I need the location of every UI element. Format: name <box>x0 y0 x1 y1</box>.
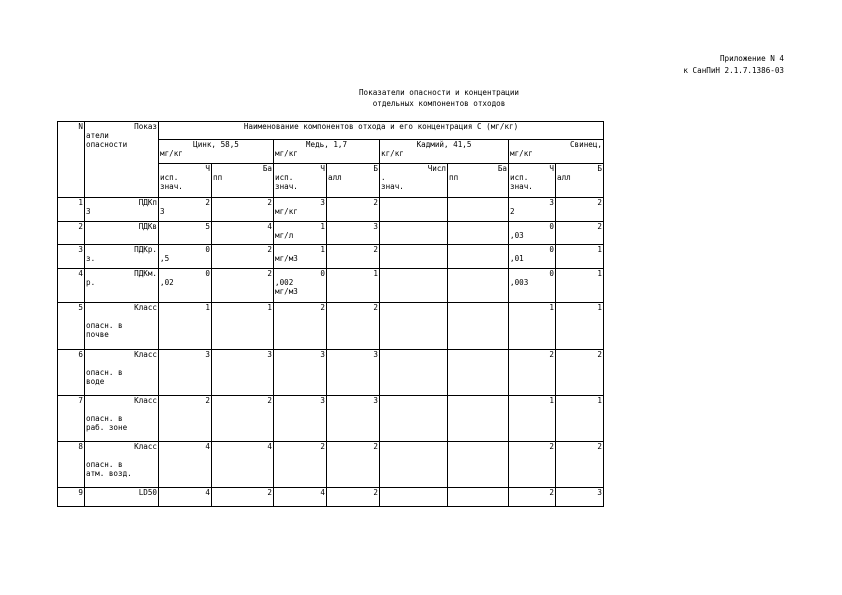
value-line: 1 <box>597 269 602 278</box>
value-line: 2 <box>267 245 272 254</box>
value-line: 0 <box>549 269 554 278</box>
indicator-line: атм. возд. <box>86 469 132 478</box>
header-indicator-c: опасности <box>86 140 128 149</box>
value-line: 1 <box>597 396 602 405</box>
indicator-line: Класс <box>134 350 157 359</box>
value-cell <box>380 303 448 350</box>
value-line: 0 <box>205 245 210 254</box>
component-name: Цинк, 58,5 <box>193 140 239 149</box>
value-line <box>381 222 446 231</box>
value-line: 1 <box>549 303 554 312</box>
value-line <box>381 488 446 497</box>
component-unit: мг/кг <box>510 149 533 158</box>
subheader-l1: пп <box>449 173 459 182</box>
value-line: 3 <box>267 350 272 359</box>
value-line: 0 <box>549 245 554 254</box>
subheader-l2: знач. <box>275 182 298 191</box>
value-line <box>449 245 507 254</box>
value-cell <box>159 269 212 303</box>
value-cell <box>556 198 604 222</box>
value-line: 2 <box>320 442 325 451</box>
value-line: 3 <box>320 350 325 359</box>
indicator-line <box>86 451 157 460</box>
value-cell <box>327 396 380 442</box>
value-line: 3 <box>373 396 378 405</box>
value-line: мг/м3 <box>275 287 298 296</box>
value-line: 5 <box>205 222 210 231</box>
value-cell <box>159 245 212 269</box>
value-line: 1 <box>597 303 602 312</box>
value-cell <box>274 222 327 245</box>
row-number: 7 <box>58 396 85 442</box>
value-cell <box>380 396 448 442</box>
value-cell <box>380 245 448 269</box>
value-line: 1 <box>549 396 554 405</box>
value-line: 2 <box>510 207 515 216</box>
component-name: Кадмий, 41,5 <box>416 140 472 149</box>
component-unit: мг/кг <box>275 149 298 158</box>
subheader-cell <box>212 164 274 198</box>
value-line <box>381 350 446 359</box>
value-cell <box>327 303 380 350</box>
value-cell <box>380 222 448 245</box>
subheader-top: Б <box>597 164 602 173</box>
value-line: 2 <box>549 488 554 497</box>
value-cell <box>212 488 274 507</box>
component-name: Медь, 1,7 <box>305 140 348 149</box>
value-line: 2 <box>320 303 325 312</box>
value-cell <box>212 222 274 245</box>
indicator-line: раб. зоне <box>86 423 128 432</box>
value-line: 1 <box>373 269 378 278</box>
value-cell <box>448 222 509 245</box>
value-cell <box>509 198 556 222</box>
value-line <box>381 303 446 312</box>
value-cell <box>380 350 448 396</box>
value-line <box>449 442 507 451</box>
table-row <box>58 303 604 350</box>
table-row <box>58 269 604 303</box>
value-cell <box>159 488 212 507</box>
value-cell <box>448 350 509 396</box>
value-line: 2 <box>205 396 210 405</box>
table-row <box>58 245 604 269</box>
value-line: 2 <box>373 303 378 312</box>
value-line: 0 <box>549 222 554 231</box>
subheader-l2 <box>213 182 272 191</box>
value-cell <box>380 442 448 488</box>
row-indicator <box>85 269 159 303</box>
subheader-top: Ба <box>262 164 272 173</box>
row-indicator <box>85 350 159 396</box>
value-cell <box>212 303 274 350</box>
indicator-line <box>86 359 157 368</box>
value-line: 1 <box>320 245 325 254</box>
value-line: 4 <box>320 488 325 497</box>
subheader-l1: исп. <box>510 173 529 182</box>
indicator-line: LD50 <box>138 488 157 497</box>
value-line: 3 <box>549 198 554 207</box>
indicator-line: опасн. в <box>86 414 123 423</box>
component-unit: мг/кг <box>160 149 183 158</box>
indicator-line: р. <box>86 278 96 287</box>
value-cell <box>448 245 509 269</box>
value-line: 2 <box>373 442 378 451</box>
value-line <box>381 198 446 207</box>
row-number: 6 <box>58 350 85 396</box>
subheader-cell <box>274 164 327 198</box>
value-line: 2 <box>267 396 272 405</box>
value-line <box>381 269 446 278</box>
value-line: 4 <box>205 488 210 497</box>
value-line: 1 <box>320 222 325 231</box>
value-line: мг/м3 <box>275 254 298 263</box>
table-row <box>58 442 604 488</box>
value-line: 2 <box>267 198 272 207</box>
component-cadmium <box>380 140 509 164</box>
component-unit: кг/кг <box>381 149 404 158</box>
value-cell <box>448 198 509 222</box>
indicator-line: воде <box>86 377 105 386</box>
value-cell <box>509 222 556 245</box>
value-line: 1 <box>597 245 602 254</box>
value-cell <box>274 488 327 507</box>
page-title-line2: отдельных компонентов отходов <box>372 99 506 108</box>
value-cell <box>448 303 509 350</box>
value-cell <box>556 222 604 245</box>
table-row <box>58 350 604 396</box>
value-cell <box>448 488 509 507</box>
subheader-l2: знач. <box>381 182 404 191</box>
value-cell <box>327 488 380 507</box>
value-cell <box>448 442 509 488</box>
value-cell <box>159 198 212 222</box>
components-title: Наименование компонентов отхода и его концентрация С (мг/кг) <box>159 122 604 140</box>
component-copper <box>274 140 380 164</box>
value-line: 0 <box>320 269 325 278</box>
value-cell <box>212 396 274 442</box>
indicator-line: ПДКм. <box>134 269 157 278</box>
value-cell <box>380 488 448 507</box>
value-cell <box>212 442 274 488</box>
value-cell <box>380 269 448 303</box>
value-cell <box>556 442 604 488</box>
value-line <box>449 350 507 359</box>
subheader-cell <box>448 164 509 198</box>
value-cell <box>448 396 509 442</box>
value-line: 3 <box>597 488 602 497</box>
value-line: ,003 <box>510 278 529 287</box>
value-line <box>449 198 507 207</box>
value-cell <box>556 303 604 350</box>
subheader-l2: знач. <box>510 182 533 191</box>
indicator-line <box>86 405 157 414</box>
value-cell <box>556 245 604 269</box>
value-line: 2 <box>373 245 378 254</box>
subheader-l1: алл <box>557 173 571 182</box>
value-cell <box>448 269 509 303</box>
value-cell <box>159 222 212 245</box>
value-line: 2 <box>597 198 602 207</box>
indicator-line: опасн. в <box>86 321 123 330</box>
subheader-cell <box>556 164 604 198</box>
value-line: ,02 <box>160 278 174 287</box>
page-title-line1: Показатели опасности и концентрации <box>358 88 519 97</box>
table-row <box>58 396 604 442</box>
value-line: 2 <box>373 198 378 207</box>
subheader-cell <box>327 164 380 198</box>
value-line <box>449 396 507 405</box>
row-number: 9 <box>58 488 85 507</box>
indicator-line: ПДКп <box>138 198 157 207</box>
indicator-line: ПДКв <box>138 222 157 231</box>
subheader-l2 <box>328 182 378 191</box>
value-line: мг/л <box>275 231 294 240</box>
indicator-line <box>86 231 157 240</box>
component-name: Свинец, <box>569 140 602 149</box>
value-cell <box>509 488 556 507</box>
row-indicator <box>85 396 159 442</box>
header-indicator-b: атели <box>86 131 109 140</box>
value-line: 3 <box>373 350 378 359</box>
indicator-line: Класс <box>134 442 157 451</box>
value-cell <box>509 303 556 350</box>
value-cell <box>212 350 274 396</box>
value-cell <box>212 245 274 269</box>
value-cell <box>274 396 327 442</box>
indicator-line: ПДКр. <box>134 245 157 254</box>
header-row-1 <box>58 122 604 140</box>
table-row <box>58 198 604 222</box>
value-cell <box>556 396 604 442</box>
header-num: N <box>58 122 85 198</box>
subheader-top: Ба <box>497 164 507 173</box>
value-line: 3 <box>160 207 165 216</box>
value-line: 2 <box>267 269 272 278</box>
value-line: 3 <box>373 222 378 231</box>
value-cell <box>274 245 327 269</box>
subheader-cell <box>509 164 556 198</box>
row-indicator <box>85 442 159 488</box>
hazard-table <box>57 121 604 507</box>
value-cell <box>327 198 380 222</box>
value-line: 3 <box>320 198 325 207</box>
indicator-line <box>86 497 157 506</box>
value-cell <box>509 350 556 396</box>
value-line: 4 <box>205 442 210 451</box>
value-line <box>381 396 446 405</box>
value-line: ,5 <box>160 254 170 263</box>
value-cell <box>159 442 212 488</box>
indicator-line: з. <box>86 254 96 263</box>
row-indicator <box>85 198 159 222</box>
subheader-cell <box>159 164 212 198</box>
value-cell <box>327 442 380 488</box>
value-line <box>381 442 446 451</box>
value-line: 2 <box>597 442 602 451</box>
row-number: 4 <box>58 269 85 303</box>
value-line: 3 <box>205 350 210 359</box>
appendix-reference: к СанПиН 2.1.7.1386-03 <box>683 66 784 75</box>
row-number: 8 <box>58 442 85 488</box>
value-line: 4 <box>267 222 272 231</box>
indicator-line: опасн. в <box>86 368 123 377</box>
appendix-number: Приложение N 4 <box>719 54 784 63</box>
value-cell <box>509 396 556 442</box>
value-line: 0 <box>205 269 210 278</box>
subheader-top: Ч <box>320 164 325 173</box>
table-row <box>58 488 604 507</box>
row-indicator <box>85 245 159 269</box>
value-cell <box>509 245 556 269</box>
value-line: ,03 <box>510 231 524 240</box>
indicator-line: опасн. в <box>86 460 123 469</box>
row-indicator <box>85 222 159 245</box>
value-line <box>449 222 507 231</box>
value-line: ,01 <box>510 254 524 263</box>
value-cell <box>159 396 212 442</box>
indicator-line: 3 <box>86 207 91 216</box>
row-indicator <box>85 303 159 350</box>
component-zinc <box>159 140 274 164</box>
value-cell <box>274 198 327 222</box>
value-cell <box>159 303 212 350</box>
subheader-top: Ч <box>549 164 554 173</box>
value-cell <box>212 198 274 222</box>
header-indicator <box>85 122 159 198</box>
value-line: 4 <box>267 442 272 451</box>
value-line: мг/кг <box>275 207 298 216</box>
value-line: 1 <box>267 303 272 312</box>
subheader-l2 <box>449 182 507 191</box>
row-number: 3 <box>58 245 85 269</box>
indicator-line: Класс <box>134 303 157 312</box>
value-cell <box>327 269 380 303</box>
subheader-l2 <box>557 182 602 191</box>
row-indicator <box>85 488 159 507</box>
value-cell <box>327 245 380 269</box>
subheader-l1: алл <box>328 173 342 182</box>
value-line: 2 <box>597 350 602 359</box>
subheader-l1: пп <box>213 173 223 182</box>
value-cell <box>380 198 448 222</box>
value-line <box>381 245 446 254</box>
value-cell <box>274 303 327 350</box>
value-cell <box>274 269 327 303</box>
indicator-line: почве <box>86 330 109 339</box>
value-line: 2 <box>373 488 378 497</box>
subheader-top: Числ <box>427 164 446 173</box>
row-number: 2 <box>58 222 85 245</box>
value-cell <box>274 350 327 396</box>
value-cell <box>509 269 556 303</box>
value-cell <box>556 488 604 507</box>
value-line: 2 <box>549 442 554 451</box>
value-cell <box>556 350 604 396</box>
value-cell <box>327 350 380 396</box>
value-cell <box>327 222 380 245</box>
header-indicator-a: Показ <box>134 122 157 131</box>
value-line <box>449 488 507 497</box>
component-lead <box>509 140 604 164</box>
value-line: 2 <box>267 488 272 497</box>
value-cell <box>509 442 556 488</box>
subheader-l1: исп. <box>160 173 179 182</box>
value-cell <box>556 269 604 303</box>
value-line: ,002 <box>275 278 294 287</box>
row-number: 1 <box>58 198 85 222</box>
value-line: 3 <box>320 396 325 405</box>
subheader-top: Ч <box>205 164 210 173</box>
value-line: 2 <box>597 222 602 231</box>
value-cell <box>212 269 274 303</box>
row-number: 5 <box>58 303 85 350</box>
value-line: 1 <box>205 303 210 312</box>
indicator-line <box>86 312 157 321</box>
subheader-l2: знач. <box>160 182 183 191</box>
subheader-top: Б <box>373 164 378 173</box>
subheader-l1: . <box>381 173 386 182</box>
value-line: 2 <box>205 198 210 207</box>
table-row <box>58 222 604 245</box>
value-cell <box>274 442 327 488</box>
subheader-l1: исп. <box>275 173 294 182</box>
value-line <box>449 303 507 312</box>
value-line <box>449 269 507 278</box>
subheader-cell <box>380 164 448 198</box>
value-line: 2 <box>549 350 554 359</box>
indicator-line: Класс <box>134 396 157 405</box>
value-cell <box>159 350 212 396</box>
